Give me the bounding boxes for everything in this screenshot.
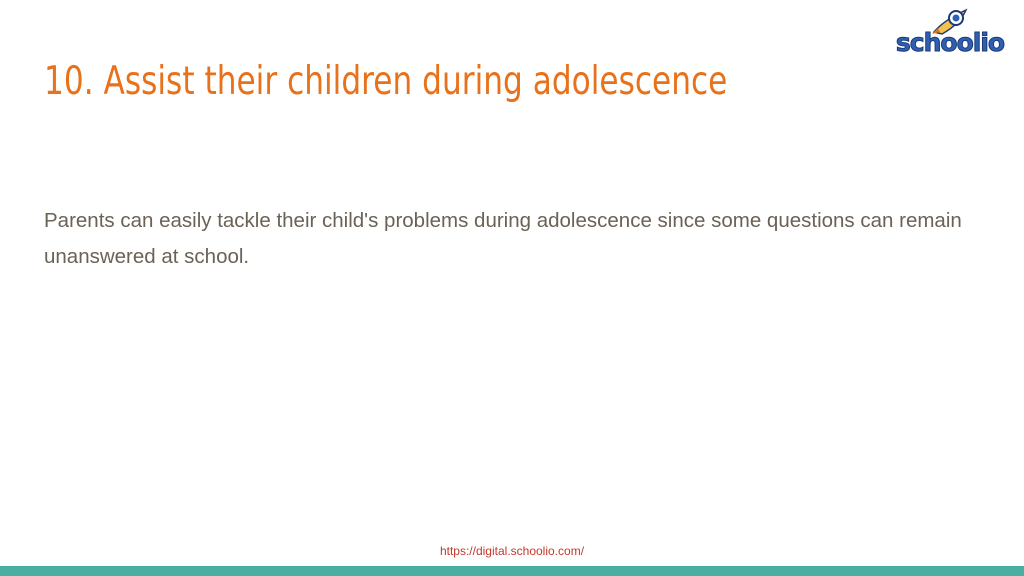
slide-body: Parents can easily tackle their child's problems during adolescence since some questions can remain unanswered at school. <box>44 209 962 268</box>
schoolio-logo <box>892 6 1008 62</box>
slide-title: 10. Assist their children during adolescence <box>44 59 728 104</box>
logo-wordmark: schoolio <box>895 28 1005 57</box>
footer-bar <box>0 566 1024 576</box>
footer-url[interactable]: https://digital.schoolio.com/ <box>439 544 585 558</box>
